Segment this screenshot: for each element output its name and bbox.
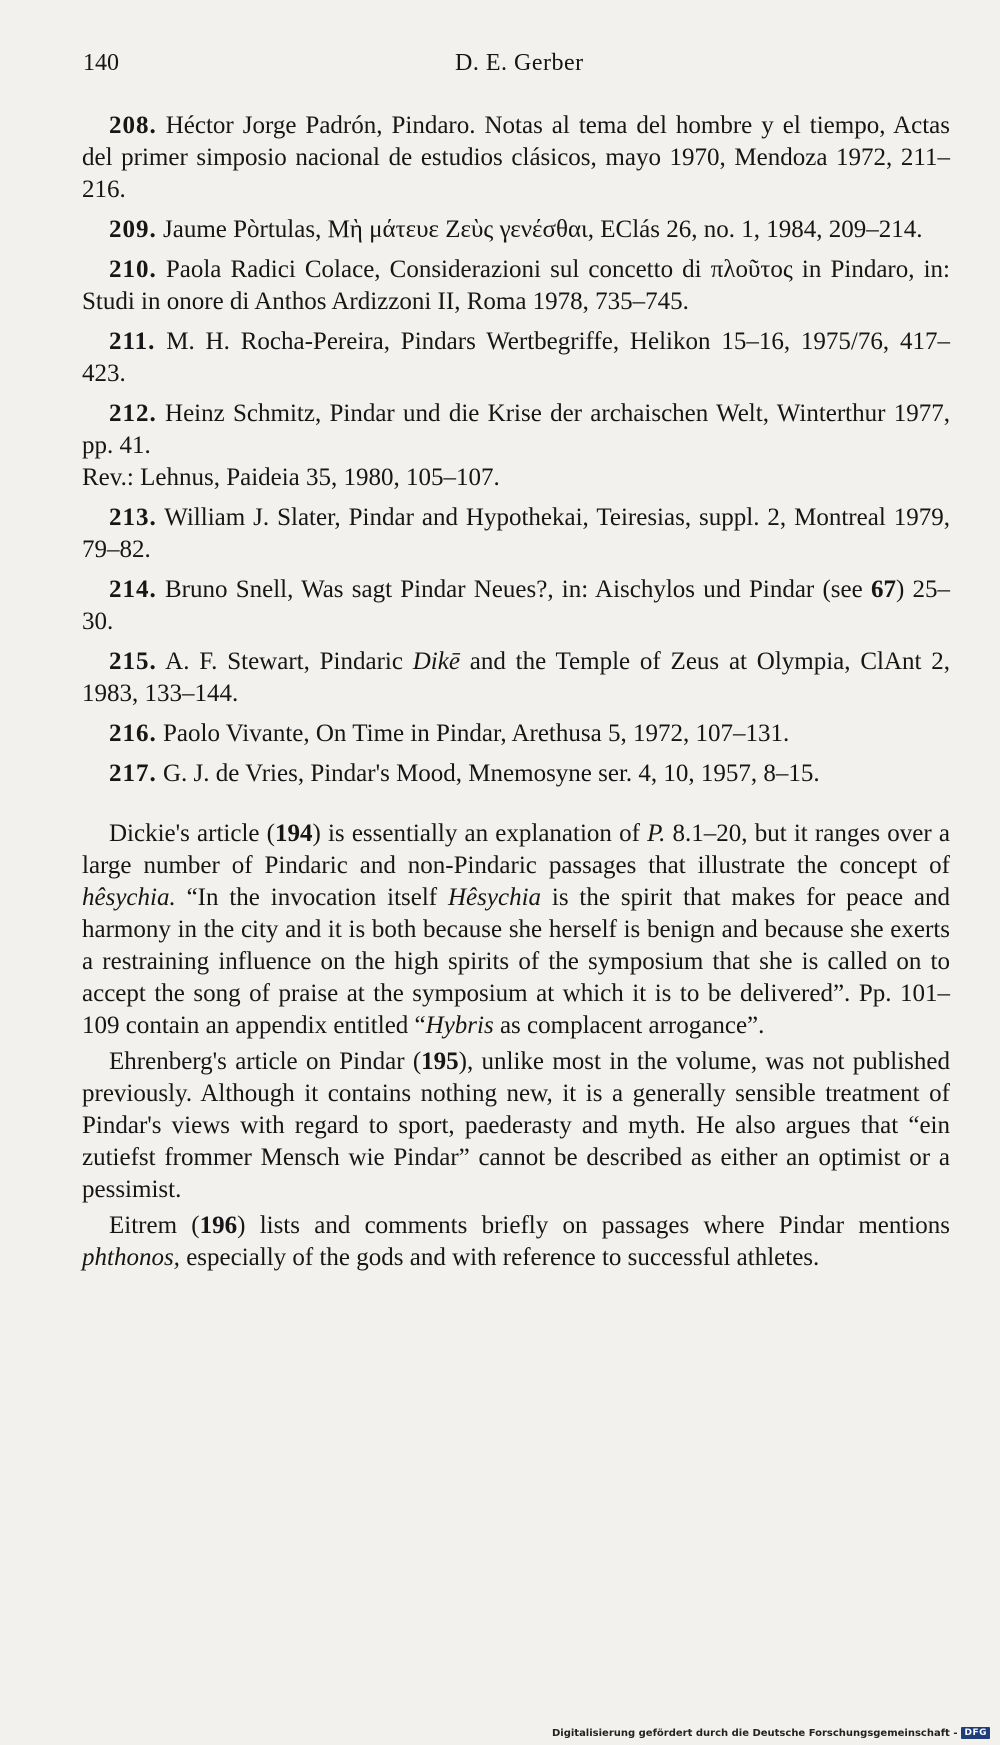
bibliography-entry: 210. Paola Radici Colace, Considerazioni sul concetto di πλοῦτος in Pindaro, in: Studi in onore di Anthos Ardizzoni II, Roma 1978, 735–745. xyxy=(82,256,950,315)
body-paragraph: Dickie's article (194) is essentially an explanation of P. 8.1–20, but it ranges over a large number of Pindaric and non-Pindaric passages that illustrate the concept of hêsychia. “In the invocation itself Hêsychia is the spirit that makes for peace and harmony in the city and it is both because she herself is benign and because she exerts a restraining influence on the high spirits of the symposium that she is called on to accept the song of praise at the symposium at which it is to be delivered”. Pp. 101–109 contain an appendix entitled “Hybris as complacent arrogance”. xyxy=(82,820,950,1039)
bibliography-list xyxy=(82,110,950,790)
running-head: D. E. Gerber xyxy=(455,50,584,76)
cross-reference: 67 xyxy=(870,576,896,603)
bibliography-entry: 208. Héctor Jorge Padrón, Pindaro. Notas al tema del hombre y el tiempo, Actas del primer simposio nacional de estudios clásicos, mayo 1970, Mendoza 1972, 211–216. xyxy=(82,112,950,203)
bibliography-entry: 211. M. H. Rocha-Pereira, Pindars Wertbegriffe, Helikon 15–16, 1975/76, 417–423. xyxy=(82,328,950,387)
bibliography-entry: 212. Heinz Schmitz, Pindar und die Krise der archaischen Welt, Winterthur 1977, pp. 41. Rev.: Lehnus, Paideia 35, 1980, 105–107. xyxy=(82,398,950,494)
bibliography-entry: 215. A. F. Stewart, Pindaric Dikē and the Temple of Zeus at Olympia, ClAnt 2, 1983, 133–144. xyxy=(82,648,950,707)
dfg-logo-icon: DFG xyxy=(961,1727,990,1739)
footer-text: Digitalisierung gefördert durch die Deutsche Forschungsgemeinschaft - xyxy=(551,1727,958,1739)
bibliography-entry: 214. Bruno Snell, Was sagt Pindar Neues?, in: Aischylos und Pindar (see 67) 25–30. xyxy=(82,576,950,635)
page-number: 140 xyxy=(83,50,119,76)
bibliography-entry: 216. Paolo Vivante, On Time in Pindar, Arethusa 5, 1972, 107–131. xyxy=(109,720,790,747)
cross-reference: 195 xyxy=(421,1048,459,1075)
cross-reference: 196 xyxy=(199,1212,238,1239)
cross-reference: 194 xyxy=(274,820,313,847)
review-reference: Rev.: Lehnus, Paideia 35, 1980, 105–107. xyxy=(82,464,500,491)
body-paragraph: Eitrem (196) lists and comments briefly on passages where Pindar mentions phthonos, especially of the gods and with reference to successful athletes. xyxy=(82,1212,950,1271)
page-body xyxy=(82,110,950,1278)
page-header xyxy=(0,0,1000,100)
body-paragraph: Ehrenberg's article on Pindar (195), unlike most in the volume, was not published previously. Although it contains nothing new, it is a generally sensible treatment of Pindar's views with regard to sport, paederasty and myth. He also argues that “ein zutiefst frommer Mensch wie Pindar” cannot be described as either an optimist or a pessimist. xyxy=(82,1048,951,1203)
digitization-footer xyxy=(552,1727,990,1739)
bibliography-entry: 213. William J. Slater, Pindar and Hypothekai, Teiresias, suppl. 2, Montreal 1979, 79–82. xyxy=(82,504,950,563)
bibliography-entry: 209. Jaume Pòrtulas, Μὴ μάτευε Ζεὺς γενέσθαι, EClás 26, no. 1, 1984, 209–214. xyxy=(109,216,923,243)
bibliography-entry: 217. G. J. de Vries, Pindar's Mood, Mnemosyne ser. 4, 10, 1957, 8–15. xyxy=(109,760,820,787)
